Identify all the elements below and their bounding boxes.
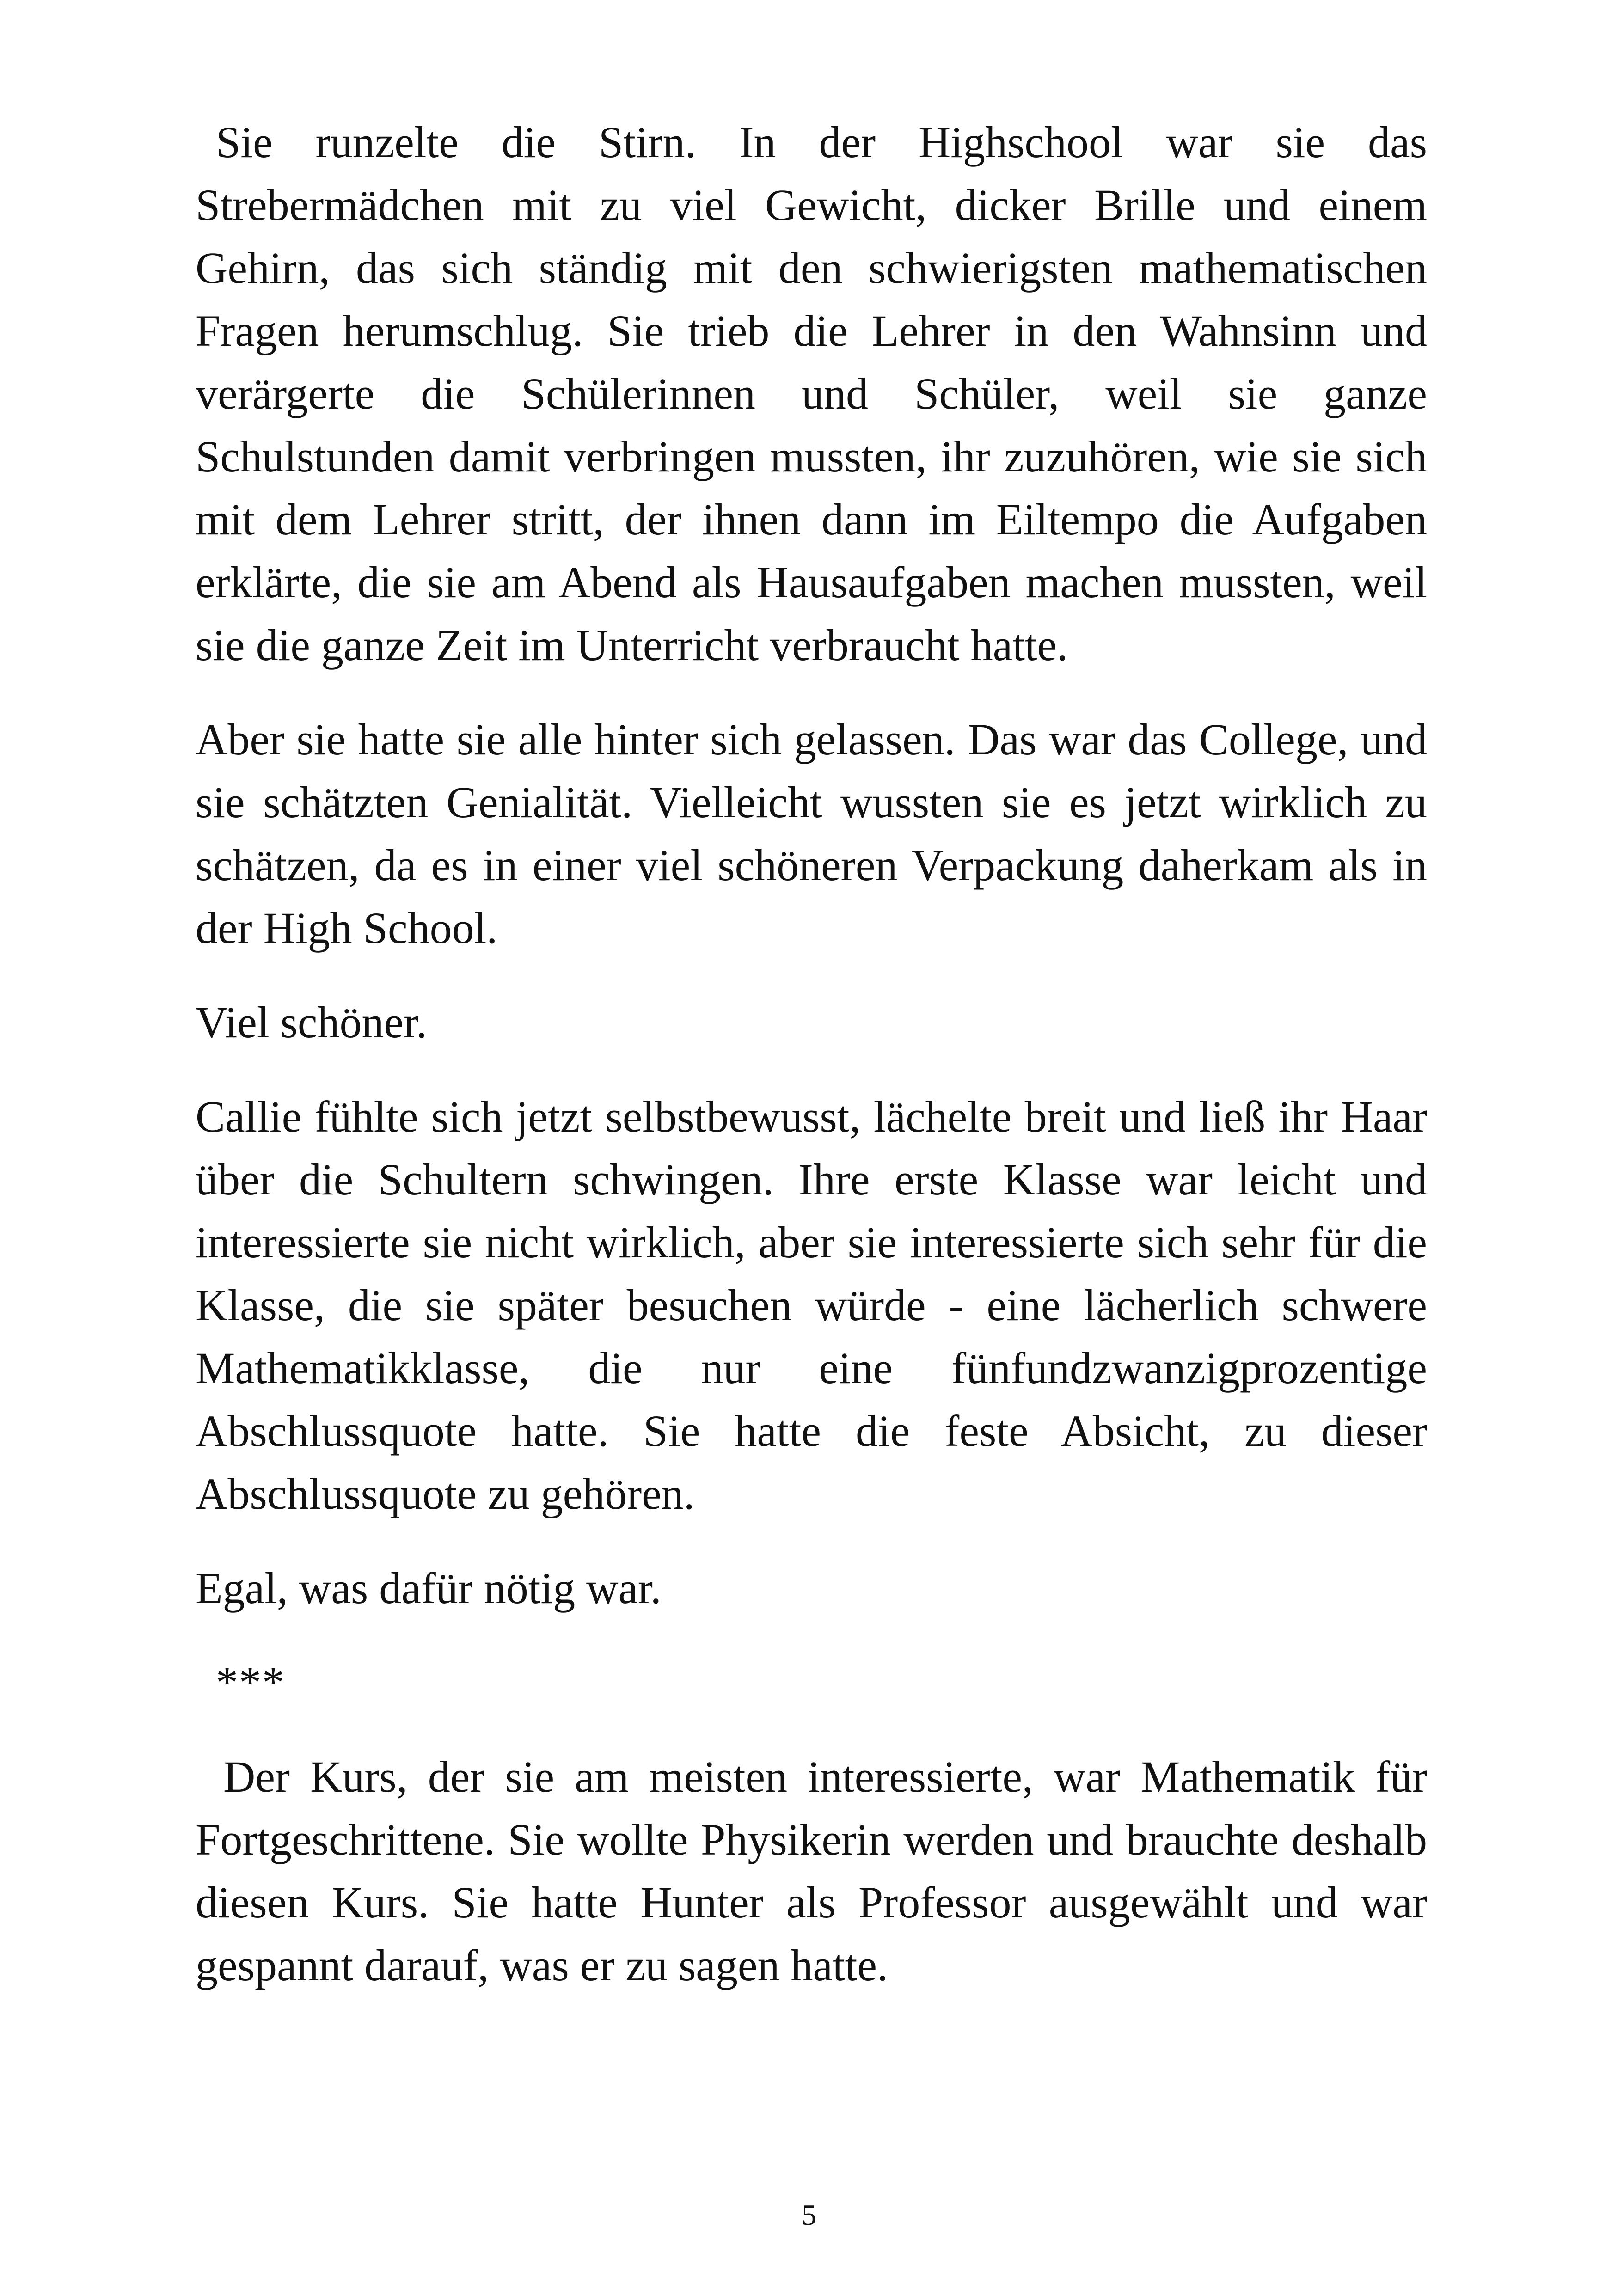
paragraph-5: Egal, was dafür nötig war. (196, 1563, 662, 1613)
paragraph-1: Sie runzelte die Stirn. In der Highschool war sie das Strebermädchen mit zu viel Gewicht, dicker Brille und einem Gehirn, das sich ständig mit den schwierigsten mathematischen Fragen herumschlug. Sie trieb die Lehrer in den Wahnsinn und verärgerte die Schülerinnen und Schüler, weil sie ganze Schulstunden damit verbringen mussten, ihr zuzuhören, wie sie sich mit dem Lehrer stritt, der ihnen dann im Eiltempo die Aufgaben erklärte, die sie am Abend als Hausaufgaben machen mussten, weil sie die ganze Zeit im Unterricht verbraucht hatte. (196, 117, 1427, 670)
paragraph-6: Der Kurs, der sie am meisten interessierte, war Mathematik für Fortgeschrittene. Sie wollte Physikerin werden und brauchte deshalb diesen Kurs. Sie hatte Hunter als Professor ausgewählt und war gespannt darauf, was er zu sagen hatte. (196, 1752, 1427, 1990)
section-separator: *** (216, 1658, 285, 1707)
paragraph-2: Aber sie hatte sie alle hinter sich gelassen. Das war das College, und sie schätzten Genialität. Vielleicht wussten sie es jetzt wirklich zu schätzen, da es in einer viel schöneren Verpackung daherkam als in der High School. (196, 715, 1427, 953)
paragraph-3: Viel schöner. (196, 998, 427, 1047)
body-text (196, 111, 1427, 2028)
paragraph-4: Callie fühlte sich jetzt selbstbewusst, lächelte breit und ließ ihr Haar über die Schultern schwingen. Ihre erste Klasse war leicht und interessierte sie nicht wirklich, aber sie interessierte sich sehr für die Klasse, die sie später besuchen würde - eine lächerlich schwere Mathematikklasse, die nur eine fünfundzwanzigprozentige Abschlussquote hatte. Sie hatte die feste Absicht, zu dieser Abschlussquote zu gehören. (196, 1092, 1427, 1518)
page-number: 5 (802, 2198, 816, 2231)
